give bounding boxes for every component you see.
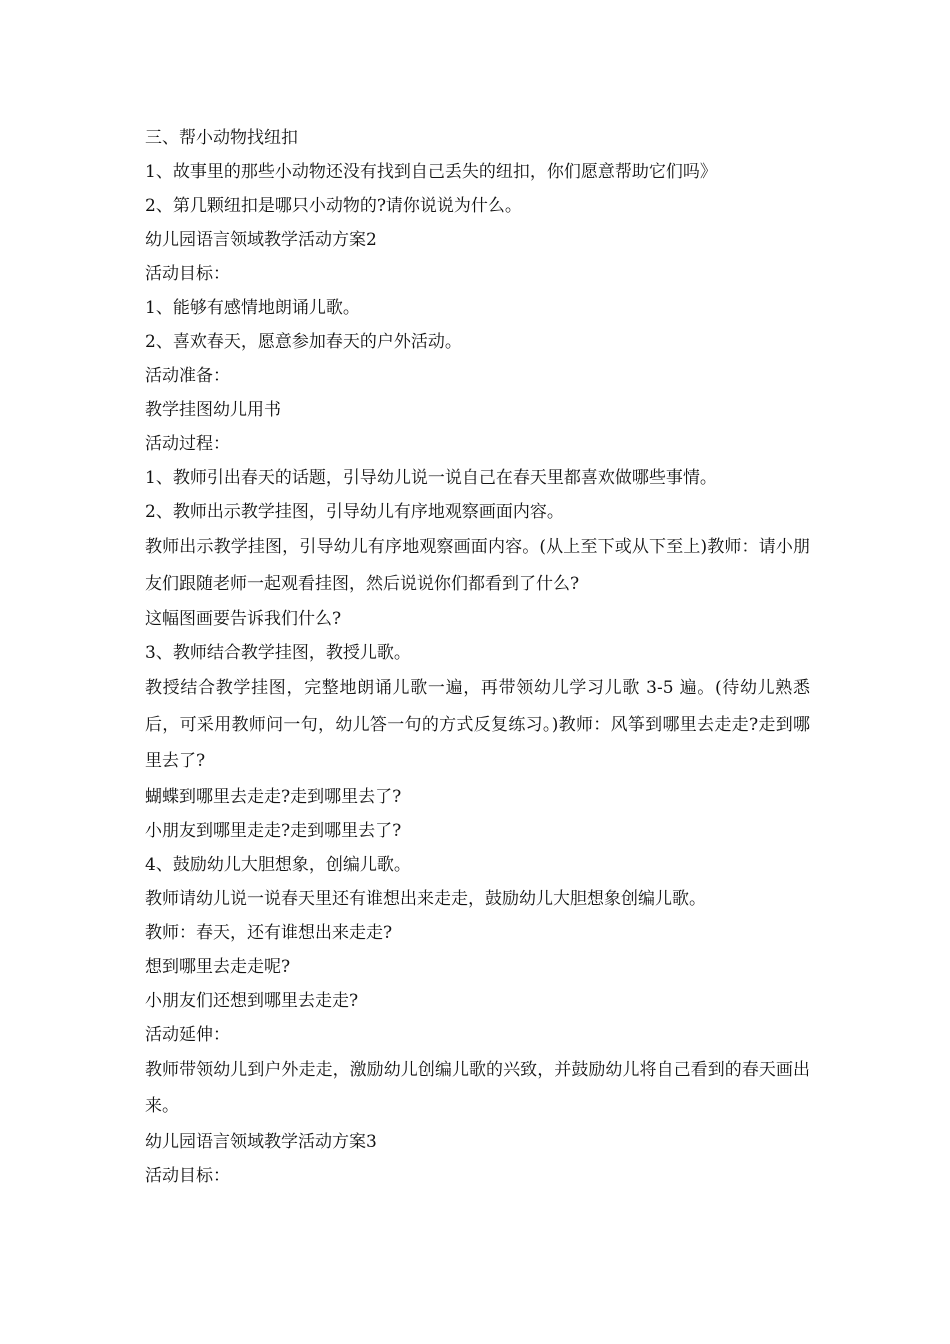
body-text: 教师：春天，还有谁想出来走走? — [145, 922, 393, 943]
body-text: 教师带领幼儿到户外走走，激励幼儿创编儿歌的兴致，并鼓励幼儿将自己看到的春天画出来。 — [145, 1059, 810, 1116]
plan-title: 幼儿园语言领域教学活动方案2 — [145, 230, 377, 250]
body-text: 教学挂图幼儿用书 — [145, 400, 281, 420]
body-text: 想到哪里去走走呢? — [145, 956, 291, 977]
body-text: 小朋友们还想到哪里去走走? — [145, 990, 359, 1011]
section-heading: 三、帮小动物找纽扣 — [145, 128, 298, 148]
body-text: 这幅图画要告诉我们什么? — [145, 609, 342, 629]
list-item: 1、能够有感情地朗诵儿歌。 — [145, 298, 360, 318]
list-item: 1、故事里的那些小动物还没有找到自己丢失的纽扣，你们愿意帮助它们吗》 — [145, 162, 717, 182]
body-text: 教师出示教学挂图，引导幼儿有序地观察画面内容。(从上至下或从下至上)教师：请小朋友们跟随老师一起观看挂图，然后说说你们都看到了什么? — [145, 537, 810, 594]
list-item: 2、第几颗纽扣是哪只小动物的?请你说说为什么。 — [145, 196, 522, 216]
body-text: 教授结合教学挂图，完整地朗诵儿歌一遍，再带领幼儿学习儿歌 3-5 遍。(待幼儿熟悉后，可采用教师问一句，幼儿答一句的方式反复练习。)教师：风筝到哪里去走走?走到哪里去了? — [145, 678, 810, 771]
section-heading: 活动准备： — [145, 366, 230, 386]
body-text: 教师请幼儿说一说春天里还有谁想出来走走，鼓励幼儿大胆想象创编儿歌。 — [145, 888, 706, 909]
body-text: 蝴蝶到哪里去走走?走到哪里去了? — [145, 786, 402, 807]
list-item: 2、喜欢春天，愿意参加春天的户外活动。 — [145, 332, 462, 352]
section-heading: 活动过程： — [145, 434, 230, 454]
section-heading: 活动目标： — [145, 1165, 230, 1186]
document-page — [145, 121, 810, 1193]
section-heading: 活动目标： — [145, 264, 230, 284]
list-item: 1、教师引出春天的话题，引导幼儿说一说自己在春天里都喜欢做哪些事情。 — [145, 468, 717, 488]
body-text: 小朋友到哪里走走?走到哪里去了? — [145, 820, 402, 841]
list-item: 3、教师结合教学挂图，教授儿歌。 — [145, 643, 411, 663]
list-item: 4、鼓励幼儿大胆想象，创编儿歌。 — [145, 854, 411, 875]
list-item: 2、教师出示教学挂图，引导幼儿有序地观察画面内容。 — [145, 502, 564, 522]
plan-title: 幼儿园语言领域教学活动方案3 — [145, 1131, 377, 1152]
section-heading: 活动延伸： — [145, 1024, 230, 1045]
